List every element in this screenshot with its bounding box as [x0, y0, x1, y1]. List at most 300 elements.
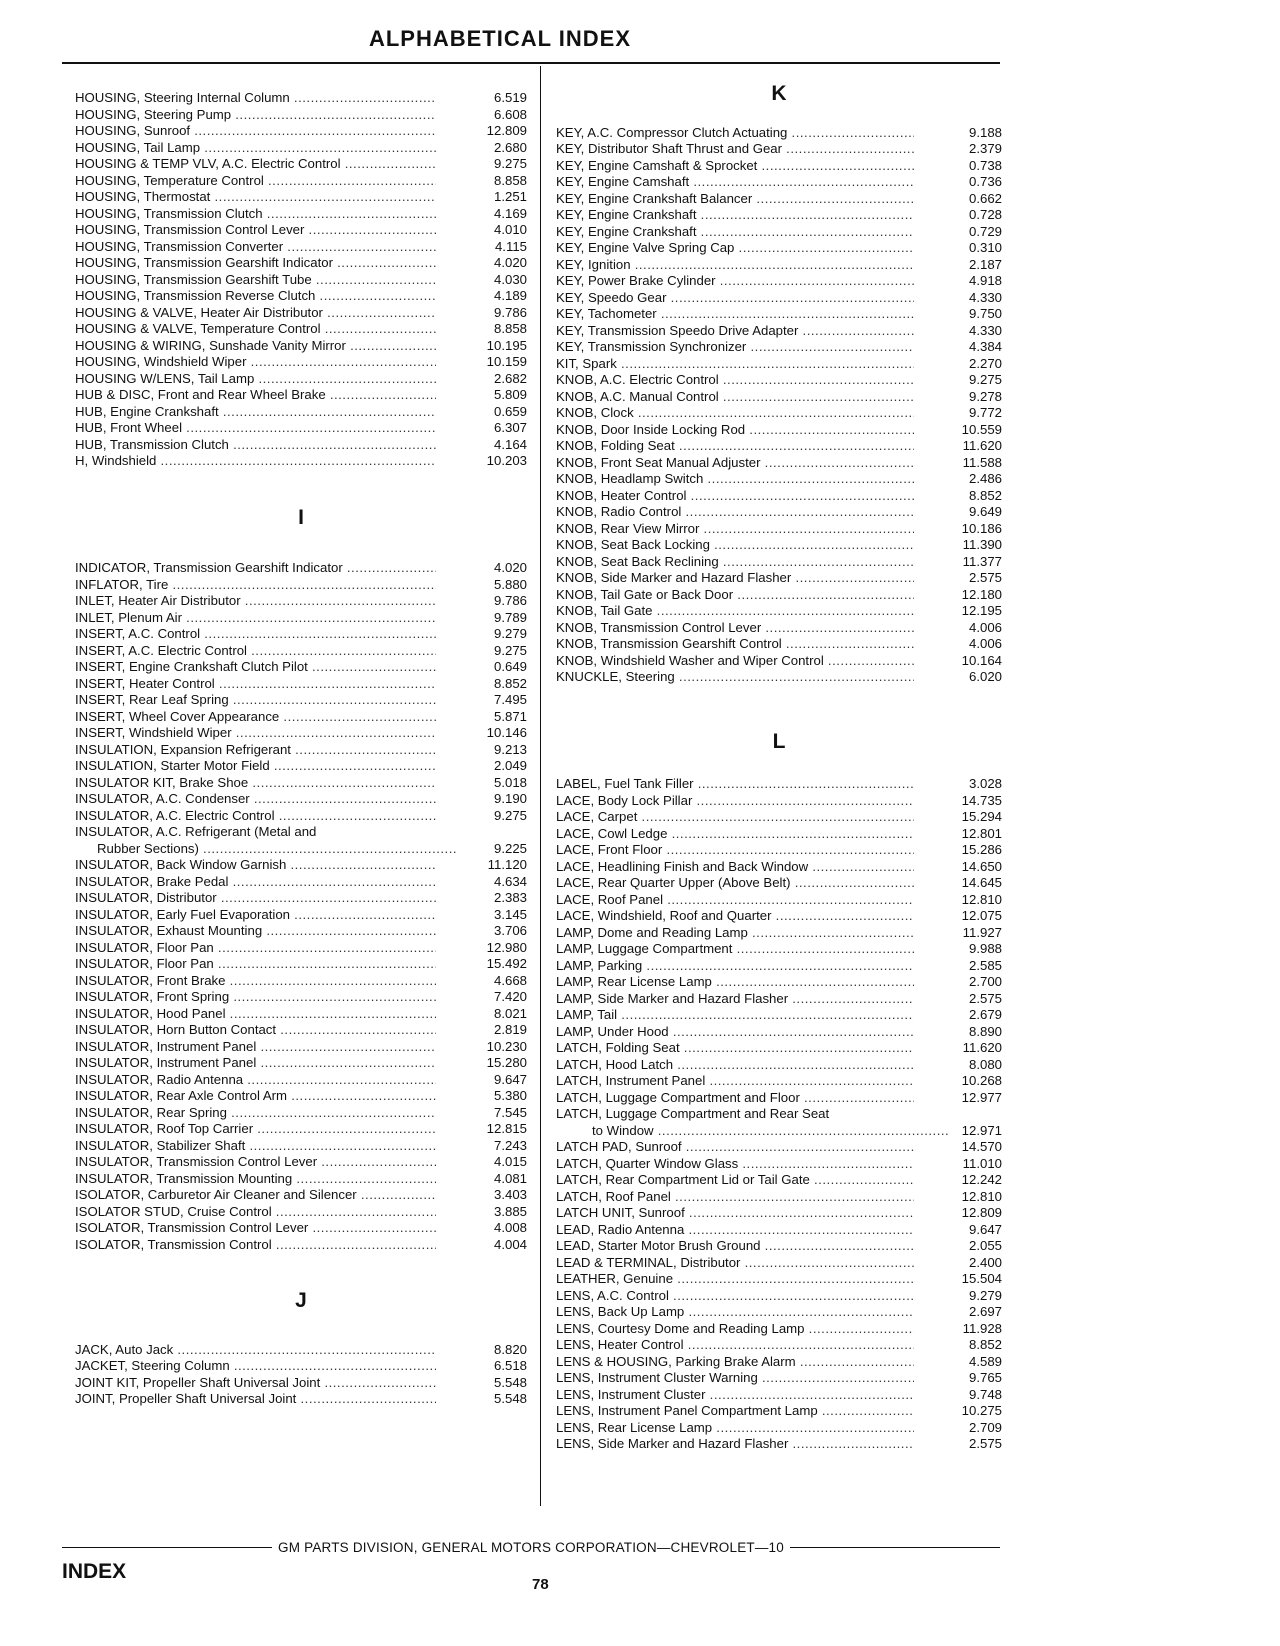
entry-label: INSULATOR, Horn Button Contact ..... — [75, 1022, 436, 1039]
entry-label: HOUSING & TEMP VLV, A.C. Electric Control ..... — [75, 156, 436, 173]
index-entry — [75, 156, 527, 173]
entry-page-ref: 11.927 — [962, 924, 1002, 940]
entry-label: HOUSING, Windshield Wiper ..... — [75, 354, 436, 371]
index-entry — [75, 123, 527, 140]
entry-label: KNOB, A.C. Electric Control ..... — [556, 372, 914, 389]
entry-label: KEY, Engine Camshaft ..... — [556, 174, 914, 191]
entry-page-ref: 0.659 — [493, 403, 527, 419]
entry-page-ref: 5.809 — [493, 387, 527, 402]
index-entry — [75, 1391, 527, 1408]
entry-label: INSULATION, Expansion Refrigerant ..... — [75, 742, 436, 759]
entry-label: INSULATOR, Radio Antenna ..... — [75, 1072, 436, 1089]
entry-label: INSULATOR, Rear Spring ..... — [75, 1105, 436, 1122]
entry-label: KNOB, Heater Control ..... — [556, 488, 914, 505]
index-entry — [75, 725, 527, 742]
entry-label: KEY, Engine Camshaft & Sprocket ..... — [556, 158, 914, 175]
entry-label: LENS, Heater Control ..... — [556, 1337, 914, 1354]
entry-label: KEY, Speedo Gear ..... — [556, 290, 914, 307]
index-label: INDEX — [62, 1560, 127, 1583]
entry-page-ref: 11.928 — [962, 1320, 1002, 1336]
index-entry — [75, 676, 527, 693]
index-entry — [556, 1189, 1002, 1206]
entry-label: KNOB, Transmission Control Lever ..... — [556, 620, 914, 637]
entry-page-ref: 10.559 — [961, 421, 1002, 437]
entry-page-ref: 6.519 — [493, 90, 527, 105]
entry-page-ref: 4.030 — [493, 271, 527, 287]
entry-label: LAMP, Tail ..... — [556, 1007, 914, 1024]
entry-label: LATCH, Quarter Window Glass ..... — [556, 1156, 914, 1173]
index-entry — [75, 1187, 527, 1204]
entry-page-ref: 9.786 — [493, 304, 527, 320]
entry-label: LATCH, Rear Compartment Lid or Tail Gate ..... — [556, 1172, 914, 1189]
index-entry — [556, 1007, 1002, 1024]
entry-page-ref: 9.765 — [968, 1370, 1002, 1385]
entry-label: HUB, Transmission Clutch ..... — [75, 437, 436, 454]
entry-page-ref: 12.075 — [961, 908, 1002, 923]
entry-page-ref: 6.608 — [493, 106, 527, 122]
index-entry — [75, 1088, 527, 1105]
entry-page-ref: 2.575 — [968, 1436, 1002, 1451]
entry-page-ref: 6.020 — [968, 669, 1002, 684]
index-entry — [75, 643, 527, 660]
index-group-k — [556, 125, 1002, 686]
entry-page-ref: 2.383 — [493, 890, 527, 905]
entry-page-ref: 9.213 — [493, 741, 527, 757]
entry-page-ref: 9.750 — [968, 306, 1002, 321]
entry-page-ref: 3.145 — [493, 906, 527, 922]
index-entry — [556, 141, 1002, 158]
entry-label: INSULATOR, Instrument Panel ..... — [75, 1039, 436, 1056]
index-entry — [556, 776, 1002, 793]
index-entry — [556, 537, 1002, 554]
entry-label: KEY, Transmission Speedo Drive Adapter ..... — [556, 323, 914, 340]
index-entry — [75, 437, 527, 454]
entry-label: JACKET, Steering Column ..... — [75, 1358, 436, 1375]
section-letter-j: J — [295, 1289, 307, 1312]
entry-label: KEY, Engine Valve Spring Cap ..... — [556, 240, 914, 257]
entry-page-ref: 12.180 — [961, 586, 1002, 602]
index-entry — [75, 791, 527, 808]
index-entry — [75, 354, 527, 371]
index-entry — [556, 488, 1002, 505]
entry-page-ref: 9.988 — [968, 941, 1002, 956]
entry-label: KNUCKLE, Steering ..... — [556, 669, 914, 686]
entry-page-ref: 4.008 — [493, 1220, 527, 1235]
entry-page-ref: 4.020 — [493, 560, 527, 575]
entry-page-ref: 4.164 — [493, 436, 527, 452]
index-entry — [75, 288, 527, 305]
section-letter-i: I — [298, 505, 304, 529]
entry-label: to Window ..... — [556, 1123, 950, 1140]
entry-page-ref: 9.279 — [968, 1287, 1002, 1303]
index-entry — [556, 1420, 1002, 1437]
index-entry — [556, 273, 1002, 290]
section-letter-l: L — [772, 729, 786, 753]
entry-label: LAMP, Side Marker and Hazard Flasher ..... — [556, 991, 914, 1008]
index-entry — [75, 874, 527, 891]
index-entry — [75, 140, 527, 157]
entry-label: KNOB, Door Inside Locking Rod ..... — [556, 422, 914, 439]
entry-page-ref: 10.203 — [486, 453, 527, 468]
entry-label: HOUSING, Transmission Converter ..... — [75, 239, 436, 256]
entry-label: INSULATOR, Brake Pedal ..... — [75, 874, 436, 891]
entry-label: LACE, Cowl Ledge ..... — [556, 826, 914, 843]
entry-page-ref: 8.858 — [493, 172, 527, 188]
entry-page-ref: 6.307 — [493, 420, 527, 435]
entry-label: LENS, Instrument Panel Compartment Lamp ..... — [556, 1403, 914, 1420]
entry-label: HOUSING & WIRING, Sunshade Vanity Mirror ..... — [75, 338, 436, 355]
entry-label: KNOB, Headlamp Switch ..... — [556, 471, 914, 488]
index-entry — [556, 925, 1002, 942]
entry-page-ref: 2.680 — [493, 139, 527, 155]
index-entry — [75, 305, 527, 322]
index-entry — [556, 1403, 1002, 1420]
section-letter-k: K — [771, 82, 787, 105]
entry-label: ISOLATOR, Transmission Control Lever ..... — [75, 1220, 436, 1237]
entry-page-ref: 5.880 — [493, 576, 527, 592]
index-entry — [75, 560, 527, 577]
entry-page-ref: 7.545 — [493, 1104, 527, 1120]
entry-page-ref: 6.518 — [493, 1358, 527, 1373]
index-entry — [556, 389, 1002, 406]
index-entry — [556, 892, 1002, 909]
entry-label: LENS & HOUSING, Parking Brake Alarm ..... — [556, 1354, 914, 1371]
entry-label: KEY, A.C. Compressor Clutch Actuating ..... — [556, 125, 914, 142]
entry-page-ref: 8.852 — [968, 1337, 1002, 1352]
index-entry — [556, 587, 1002, 604]
entry-label: LENS, Rear License Lamp ..... — [556, 1420, 914, 1437]
index-entry — [75, 890, 527, 907]
footer-text: GM PARTS DIVISION, GENERAL MOTORS CORPORATION—CHEVROLET—10 — [278, 1540, 784, 1555]
entry-label: LENS, Side Marker and Hazard Flasher ..... — [556, 1436, 914, 1453]
entry-label: LEAD, Radio Antenna ..... — [556, 1222, 914, 1239]
index-entry — [75, 1375, 527, 1392]
entry-label: INSULATOR, Stabilizer Shaft ..... — [75, 1138, 436, 1155]
entry-page-ref: 2.270 — [968, 355, 1002, 371]
index-entry — [556, 809, 1002, 826]
index-entry — [75, 808, 527, 825]
entry-label: INSULATOR, Front Spring ..... — [75, 989, 436, 1006]
entry-label: H, Windshield ..... — [75, 453, 436, 470]
entry-page-ref: 4.004 — [493, 1236, 527, 1252]
entry-page-ref: 4.330 — [968, 322, 1002, 338]
index-entry — [556, 603, 1002, 620]
entry-page-ref: 12.971 — [961, 1122, 1002, 1138]
entry-page-ref: 8.858 — [493, 321, 527, 336]
entry-page-ref: 4.010 — [493, 222, 527, 237]
entry-page-ref: 0.662 — [968, 190, 1002, 206]
entry-page-ref: 0.729 — [968, 223, 1002, 239]
entry-label: INSULATOR, Distributor ..... — [75, 890, 436, 907]
index-entry — [556, 958, 1002, 975]
entry-page-ref: 4.015 — [493, 1154, 527, 1169]
index-entry — [556, 991, 1002, 1008]
footer-rule-right — [790, 1547, 1000, 1548]
entry-page-ref: 9.190 — [493, 791, 527, 806]
entry-page-ref: 11.620 — [962, 438, 1002, 453]
index-entry — [556, 504, 1002, 521]
entry-page-ref: 4.006 — [968, 636, 1002, 651]
entry-page-ref: 2.819 — [493, 1022, 527, 1037]
entry-label: KNOB, Side Marker and Hazard Flasher ..... — [556, 570, 914, 587]
index-entry — [75, 189, 527, 206]
entry-label: KEY, Tachometer ..... — [556, 306, 914, 323]
entry-label: LACE, Windshield, Roof and Quarter ..... — [556, 908, 914, 925]
entry-label: KNOB, Transmission Gearshift Control ..... — [556, 636, 914, 653]
entry-label: LACE, Body Lock Pillar ..... — [556, 793, 914, 810]
entry-page-ref: 2.049 — [493, 758, 527, 773]
entry-page-ref: 12.815 — [486, 1121, 527, 1136]
index-entry — [556, 1057, 1002, 1074]
entry-label: JOINT KIT, Propeller Shaft Universal Joint ..... — [75, 1375, 436, 1392]
entry-page-ref: 2.400 — [968, 1254, 1002, 1270]
index-entry — [556, 207, 1002, 224]
entry-label: INSULATOR, A.C. Condenser ..... — [75, 791, 436, 808]
entry-page-ref: 11.620 — [962, 1040, 1002, 1055]
entry-page-ref: 12.980 — [486, 939, 527, 955]
entry-label: INSERT, A.C. Electric Control ..... — [75, 643, 436, 660]
entry-page-ref: 4.020 — [493, 255, 527, 270]
index-entry — [75, 775, 527, 792]
index-entry — [556, 174, 1002, 191]
entry-page-ref: 12.809 — [961, 1205, 1002, 1220]
entry-page-ref: 4.384 — [968, 339, 1002, 354]
header-rule — [62, 62, 1000, 64]
index-entry — [556, 356, 1002, 373]
entry-label: INDICATOR, Transmission Gearshift Indicator ..... — [75, 560, 436, 577]
entry-page-ref: 9.789 — [493, 609, 527, 625]
entry-page-ref: 4.634 — [493, 873, 527, 889]
index-entry — [75, 1204, 527, 1221]
entry-label: LENS, Back Up Lamp ..... — [556, 1304, 914, 1321]
entry-label: LABEL, Fuel Tank Filler ..... — [556, 776, 914, 793]
index-entry — [75, 1342, 527, 1359]
entry-page-ref: 14.735 — [961, 792, 1002, 808]
entry-page-ref: 2.575 — [968, 990, 1002, 1006]
index-entry — [75, 923, 527, 940]
index-entry — [556, 1370, 1002, 1387]
index-entry — [556, 240, 1002, 257]
index-entry — [556, 1172, 1002, 1189]
entry-label: KNOB, Seat Back Locking ..... — [556, 537, 914, 554]
entry-page-ref: 1.251 — [493, 189, 527, 204]
entry-page-ref: 11.377 — [962, 553, 1002, 569]
entry-label: KNOB, Front Seat Manual Adjuster ..... — [556, 455, 914, 472]
entry-label: KEY, Distributor Shaft Thrust and Gear ..... — [556, 141, 914, 158]
index-entry — [75, 338, 527, 355]
entry-label: ISOLATOR, Carburetor Air Cleaner and Silencer ..... — [75, 1187, 436, 1204]
entry-label: KNOB, Folding Seat ..... — [556, 438, 914, 455]
entry-page-ref: 12.801 — [961, 825, 1002, 841]
index-entry — [556, 570, 1002, 587]
entry-page-ref: 8.080 — [968, 1056, 1002, 1072]
index-entry — [556, 859, 1002, 876]
entry-label: INSULATOR, Floor Pan ..... — [75, 940, 436, 957]
entry-label: LAMP, Luggage Compartment ..... — [556, 941, 914, 958]
index-entry — [75, 1154, 527, 1171]
entry-page-ref: 8.021 — [493, 1005, 527, 1021]
index-entry — [556, 339, 1002, 356]
entry-label: HOUSING & VALVE, Temperature Control ..... — [75, 321, 436, 338]
index-entry — [75, 387, 527, 404]
entry-page-ref: 8.890 — [968, 1023, 1002, 1039]
index-entry — [75, 692, 527, 709]
entry-page-ref: 9.279 — [493, 626, 527, 641]
entry-label: KNOB, Tail Gate ..... — [556, 603, 914, 620]
index-entry — [556, 1040, 1002, 1057]
entry-label: INSULATOR, Roof Top Carrier ..... — [75, 1121, 436, 1138]
index-entry — [556, 471, 1002, 488]
index-entry — [75, 206, 527, 223]
entry-page-ref: 2.486 — [968, 471, 1002, 486]
entry-label: LATCH, Luggage Compartment and Rear Seat — [556, 1106, 830, 1121]
index-entry — [556, 793, 1002, 810]
index-entry — [556, 405, 1002, 422]
entry-page-ref: 9.278 — [968, 388, 1002, 404]
index-entry — [556, 372, 1002, 389]
index-entry — [556, 1387, 1002, 1404]
index-entry — [556, 1090, 1002, 1107]
entry-page-ref: 15.504 — [961, 1271, 1002, 1286]
index-entry — [75, 742, 527, 759]
entry-label: HOUSING W/LENS, Tail Lamp ..... — [75, 371, 436, 388]
index-entry — [556, 908, 1002, 925]
entry-page-ref: 5.871 — [493, 708, 527, 724]
index-entry — [556, 438, 1002, 455]
entry-label: INSERT, Engine Crankshaft Clutch Pilot ..... — [75, 659, 436, 676]
entry-label: HOUSING, Transmission Control Lever ..... — [75, 222, 436, 239]
entry-label: INSULATOR, A.C. Electric Control ..... — [75, 808, 436, 825]
index-entry — [556, 1238, 1002, 1255]
index-entry — [556, 941, 1002, 958]
entry-page-ref: 9.275 — [493, 156, 527, 171]
entry-label: LACE, Headlining Finish and Back Window ..... — [556, 859, 914, 876]
entry-label: INSULATION, Starter Motor Field ..... — [75, 758, 436, 775]
entry-label: KEY, Engine Crankshaft ..... — [556, 224, 914, 241]
entry-label: HUB, Engine Crankshaft ..... — [75, 404, 436, 421]
entry-label: HOUSING, Temperature Control ..... — [75, 173, 436, 190]
entry-label: INSERT, Heater Control ..... — [75, 676, 436, 693]
index-entry — [556, 521, 1002, 538]
entry-label: HOUSING, Transmission Gearshift Indicator ..... — [75, 255, 436, 272]
index-group-i — [75, 560, 527, 1253]
entry-page-ref: 11.588 — [962, 454, 1002, 470]
index-entry — [75, 709, 527, 726]
entry-label: ISOLATOR STUD, Cruise Control ..... — [75, 1204, 436, 1221]
entry-label: INSERT, Wheel Cover Appearance ..... — [75, 709, 436, 726]
entry-page-ref: 9.786 — [493, 593, 527, 608]
entry-page-ref: 2.679 — [968, 1007, 1002, 1022]
index-entry — [75, 1039, 527, 1056]
entry-page-ref: 10.186 — [961, 520, 1002, 536]
entry-page-ref: 11.120 — [487, 857, 527, 872]
index-entry — [556, 257, 1002, 274]
index-entry — [75, 610, 527, 627]
entry-page-ref: 2.697 — [968, 1304, 1002, 1319]
entry-label: HOUSING, Thermostat ..... — [75, 189, 436, 206]
index-entry — [75, 1237, 527, 1254]
entry-page-ref: 3.706 — [493, 923, 527, 938]
entry-label: INSULATOR KIT, Brake Shoe ..... — [75, 775, 436, 792]
entry-page-ref: 5.548 — [493, 1391, 527, 1406]
entry-label: LAMP, Parking ..... — [556, 958, 914, 975]
entry-page-ref: 11.390 — [962, 537, 1002, 552]
index-entry — [556, 875, 1002, 892]
entry-page-ref: 4.169 — [493, 205, 527, 221]
entry-page-ref: 2.585 — [968, 957, 1002, 973]
entry-label: LACE, Carpet ..... — [556, 809, 914, 826]
entry-page-ref: 0.310 — [968, 240, 1002, 255]
entry-label: HUB & DISC, Front and Rear Wheel Brake ..... — [75, 387, 436, 404]
index-entry — [556, 290, 1002, 307]
index-entry — [75, 1138, 527, 1155]
entry-label: INSULATOR, Hood Panel ..... — [75, 1006, 436, 1023]
index-entry — [556, 1436, 1002, 1453]
index-entry — [556, 1222, 1002, 1239]
index-entry — [75, 593, 527, 610]
index-entry — [556, 1073, 1002, 1090]
entry-label: KEY, Ignition ..... — [556, 257, 914, 274]
entry-page-ref: 5.548 — [493, 1374, 527, 1390]
entry-page-ref: 10.275 — [961, 1403, 1002, 1418]
index-group-l — [556, 776, 1002, 1453]
index-entry — [556, 620, 1002, 637]
index-entry — [75, 626, 527, 643]
entry-page-ref: 7.420 — [493, 989, 527, 1004]
index-entry — [556, 826, 1002, 843]
index-entry — [75, 973, 527, 990]
page-title: ALPHABETICAL INDEX — [368, 26, 632, 51]
index-entry — [75, 758, 527, 775]
index-entry — [556, 422, 1002, 439]
entry-label: KNOB, A.C. Manual Control ..... — [556, 389, 914, 406]
entry-label: JOINT, Propeller Shaft Universal Joint ..... — [75, 1391, 436, 1408]
index-entry — [556, 1255, 1002, 1272]
entry-label: LATCH, Instrument Panel ..... — [556, 1073, 914, 1090]
index-entry — [75, 841, 527, 858]
entry-label: KEY, Power Brake Cylinder ..... — [556, 273, 914, 290]
entry-page-ref: 9.275 — [968, 372, 1002, 387]
entry-label: HUB, Front Wheel ..... — [75, 420, 436, 437]
index-entry — [75, 1220, 527, 1237]
index-entry — [556, 1106, 1002, 1123]
entry-page-ref: 10.268 — [961, 1073, 1002, 1088]
index-entry — [75, 321, 527, 338]
entry-page-ref: 4.189 — [493, 288, 527, 303]
entry-page-ref: 5.018 — [493, 774, 527, 790]
entry-label: LEAD, Starter Motor Brush Ground ..... — [556, 1238, 914, 1255]
entry-page-ref: 0.728 — [968, 207, 1002, 222]
footer — [62, 1540, 1000, 1555]
index-entry — [75, 1072, 527, 1089]
entry-label: INSULATOR, Instrument Panel ..... — [75, 1055, 436, 1072]
entry-label: LATCH, Hood Latch ..... — [556, 1057, 914, 1074]
index-entry — [556, 974, 1002, 991]
entry-label: INSULATOR, Transmission Mounting ..... — [75, 1171, 436, 1188]
left-column — [75, 90, 527, 1408]
index-entry — [556, 455, 1002, 472]
index-entry — [556, 323, 1002, 340]
index-entry — [75, 1121, 527, 1138]
entry-label: LACE, Roof Panel ..... — [556, 892, 914, 909]
index-entry — [75, 659, 527, 676]
entry-label: LATCH, Folding Seat ..... — [556, 1040, 914, 1057]
entry-page-ref: 10.164 — [961, 652, 1002, 668]
index-entry — [75, 420, 527, 437]
index-entry — [75, 907, 527, 924]
entry-page-ref: 2.187 — [968, 256, 1002, 272]
entry-label: KEY, Engine Crankshaft Balancer ..... — [556, 191, 914, 208]
